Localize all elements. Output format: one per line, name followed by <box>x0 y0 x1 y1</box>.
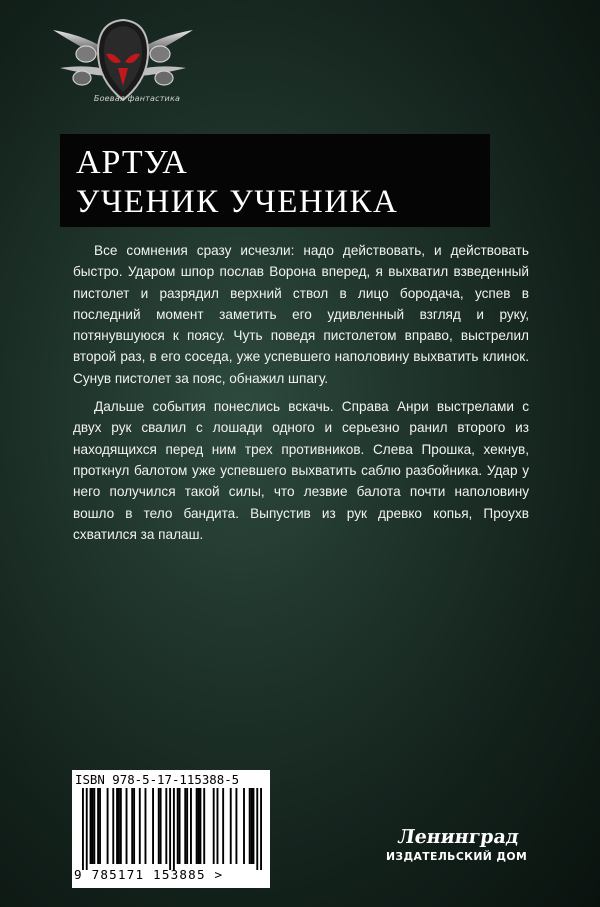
annotation-paragraph: Дальше события понеслись вскачь. Справа Анри выстрелами с двух рук свалил с лошади одного и серьезно ранил второго из находящихся перед ним трех противников. Слева Прошка, хекнув, проткнул балотом уже успевшего выхватить саблю разбойника. Удар у него получился такой силы, что лезвие балота почти наполовину вошло в тело бандита. Выпустив из рук древко копья, Проухв схватился за палаш. <box>73 399 529 542</box>
barcode-bar <box>139 788 141 864</box>
barcode-bar <box>222 788 224 864</box>
barcode-bar <box>133 788 135 864</box>
publisher-name: Ленинград <box>396 826 521 848</box>
barcode-bar <box>199 788 201 864</box>
barcode-bar <box>152 788 154 864</box>
barcode-bar <box>158 788 160 864</box>
barcode-bar <box>99 788 101 864</box>
publisher-subtitle: ИЗДАТЕЛЬСКИЙ ДОМ <box>386 850 528 863</box>
barcode-bar <box>107 788 109 864</box>
barcode-bar <box>145 788 147 864</box>
barcode-bar <box>253 788 255 864</box>
barcode-bar <box>97 788 99 864</box>
barcode-bar <box>165 788 167 864</box>
barcode-bar <box>173 788 175 870</box>
barcode-bar <box>190 788 192 864</box>
annotation-paragraph: Все сомнения сразу исчезли: надо действовать, и действовать быстро. Ударом шпор послав Ворона вперед, я выхватил взведенный пистолет и разрядил верхний ствол в лицо бородача, успев в последний момент заметить его удивленный взгляд и руку, потянувшуюся к поясу. Чуть поведя пистолетом вправо, выстрелил второй раз, в его соседа, уже успевшего наполовину выхватить клинок. Сунув пистолет за пояс, обнажил шпагу. <box>73 243 529 386</box>
barcode-bar <box>184 788 186 864</box>
barcode-bar <box>177 788 179 864</box>
book-title: УЧЕНИК УЧЕНИКА <box>76 184 399 220</box>
barcode-bar <box>213 788 215 864</box>
barcode-bar <box>112 788 114 864</box>
barcode-bar <box>235 788 237 864</box>
barcode-bar <box>120 788 122 864</box>
barcode-bar <box>90 788 92 864</box>
barcode-bar <box>179 788 181 864</box>
barcode-bar <box>230 788 232 864</box>
barcode-bar <box>82 788 84 870</box>
publisher-logo <box>386 826 526 872</box>
barcode-bar <box>116 788 118 864</box>
isbn-barcode <box>72 770 270 888</box>
barcode-bar <box>126 788 128 864</box>
barcode-bars <box>82 788 262 870</box>
barcode-bar <box>160 788 162 864</box>
ean-digits: 9 785171 153885 > <box>74 867 224 882</box>
barcode-bar <box>93 788 95 864</box>
barcode-bar <box>256 788 258 870</box>
series-logo-caption: Боевая фантастика <box>93 94 181 103</box>
barcode-bar <box>243 788 245 864</box>
barcode-bar <box>169 788 171 870</box>
barcode-bar <box>118 788 120 864</box>
barcode-bar <box>260 788 262 870</box>
annotation-text <box>73 240 529 552</box>
barcode-bar <box>198 788 200 864</box>
isbn-label: ISBN 978-5-17-115388-5 <box>75 772 240 787</box>
author-name: АРТУА <box>76 144 188 181</box>
barcode-bar <box>91 788 93 864</box>
barcode-bar <box>217 788 219 864</box>
barcode-bar <box>196 788 198 864</box>
barcode-bar <box>249 788 251 864</box>
barcode-bar <box>86 788 88 870</box>
title-block <box>60 134 490 227</box>
barcode-bar <box>186 788 188 864</box>
barcode-bar <box>131 788 133 864</box>
barcode-bar <box>251 788 253 864</box>
barcode-bar <box>203 788 205 864</box>
